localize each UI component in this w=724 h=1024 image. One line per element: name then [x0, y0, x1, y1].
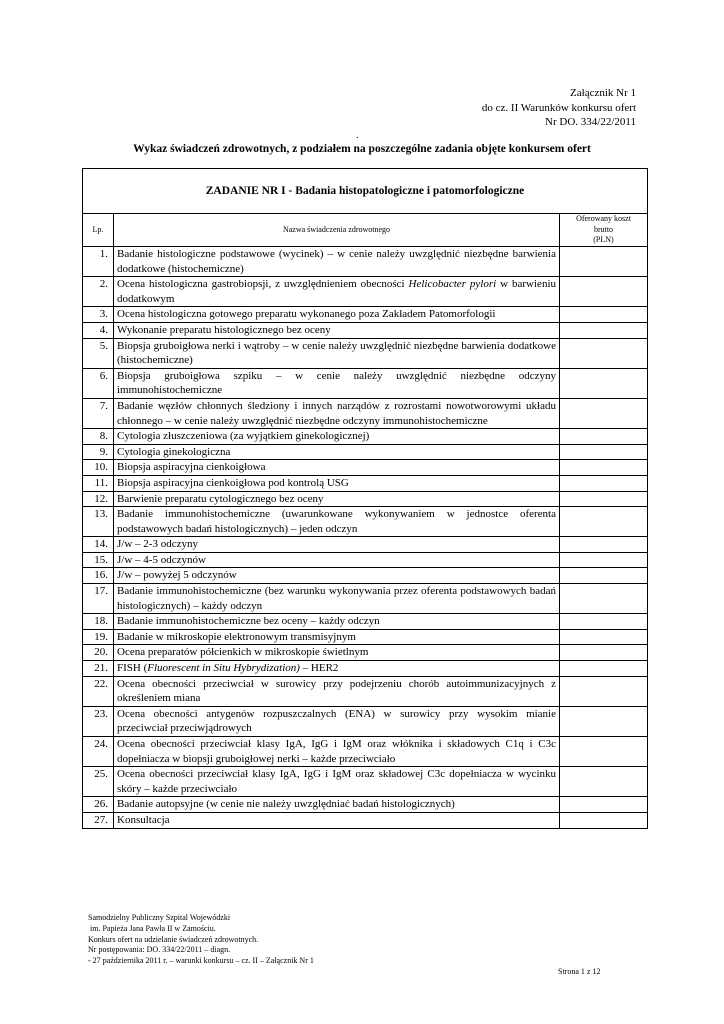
price-cell[interactable] [560, 797, 648, 813]
service-name: Cytologia ginekologiczna [114, 444, 560, 460]
price-cell[interactable] [560, 338, 648, 368]
table-row [83, 398, 648, 428]
row-number: 13. [83, 507, 114, 537]
service-name: Biopsja gruboigłowa nerki i wątroby – w cenie należy uwzględnić niezbędne barwienia dodatkowe (histochemiczne) [114, 338, 560, 368]
price-cell[interactable] [560, 460, 648, 476]
page-number: Strona 1 z 12 [558, 967, 601, 976]
table-row [83, 676, 648, 706]
price-cell[interactable] [560, 444, 648, 460]
table-row [83, 797, 648, 813]
row-number: 16. [83, 568, 114, 584]
row-number: 23. [83, 706, 114, 736]
footer-date: - 27 października 2011 r. – warunki konkursu – cz. II – Załącznik Nr 1 [88, 956, 314, 966]
row-number: 19. [83, 629, 114, 645]
row-number: 24. [83, 737, 114, 767]
row-number: 4. [83, 322, 114, 338]
row-number: 5. [83, 338, 114, 368]
service-name: Ocena obecności przeciwciał w surowicy przy podejrzeniu chorób autoimmunizacyjnych z określeniem miana [114, 676, 560, 706]
attachment-reference: do cz. II Warunków konkursu ofert [481, 101, 636, 114]
row-number: 9. [83, 444, 114, 460]
service-name: Biopsja aspiracyjna cienkoigłowa pod kontrolą USG [114, 475, 560, 491]
row-number: 10. [83, 460, 114, 476]
footer-hospital-name: im. Papieża Jana Pawła II w Zamościu. [88, 923, 216, 933]
price-cell[interactable] [560, 614, 648, 630]
table-row [83, 507, 648, 537]
col-lp-header: Lp. [83, 214, 114, 247]
row-number: 26. [83, 797, 114, 813]
table-row [83, 661, 648, 677]
service-name: Ocena obecności przeciwciał klasy IgA, IgG i IgM oraz włóknika i składowych C1q i C3c dopełniacza w biopsji gruboigłowej nerki – każde przeciwciało [114, 737, 560, 767]
table-row [83, 491, 648, 507]
service-name: Badanie histologiczne podstawowe (wycinek) – w cenie należy uwzględnić niezbędne barwienia dodatkowe (histochemiczne) [114, 247, 560, 277]
row-number: 1. [83, 247, 114, 277]
price-cell[interactable] [560, 645, 648, 661]
row-number: 2. [83, 277, 114, 307]
price-cell[interactable] [560, 812, 648, 828]
row-number: 15. [83, 552, 114, 568]
service-name: Biopsja gruboigłowa szpiku – w cenie należy uwzględnić niezbędne odczyny immunohistochemiczne [114, 368, 560, 398]
row-number: 3. [83, 307, 114, 323]
service-name: J/w – 2-3 odczyny [114, 537, 560, 553]
table-row [83, 767, 648, 797]
document-title: Wykaz świadczeń zdrowotnych, z podziałem na poszczególne zadania objęte konkursem ofert [133, 143, 591, 155]
table-row [83, 812, 648, 828]
price-cell[interactable] [560, 552, 648, 568]
row-number: 12. [83, 491, 114, 507]
col-price-header: Oferowany koszt brutto (PLN) [560, 214, 648, 247]
service-name: Badanie w mikroskopie elektronowym transmisyjnym [114, 629, 560, 645]
row-number: 14. [83, 537, 114, 553]
table-row [83, 307, 648, 323]
table-row [83, 568, 648, 584]
attachment-header [482, 86, 636, 130]
price-cell[interactable] [560, 247, 648, 277]
table-row [83, 444, 648, 460]
service-name: Badanie immunohistochemiczne bez oceny – każdy odczyn [114, 614, 560, 630]
table-row [83, 277, 648, 307]
price-cell[interactable] [560, 475, 648, 491]
header-dot: . [356, 130, 359, 141]
column-header-row [83, 214, 648, 247]
row-number: 27. [83, 812, 114, 828]
price-cell[interactable] [560, 307, 648, 323]
service-name: FISH (Fluorescent in Situ Hybrydization) – HER2 [114, 661, 560, 677]
service-name: J/w – 4-5 odczynów [114, 552, 560, 568]
row-number: 25. [83, 767, 114, 797]
table-row [83, 368, 648, 398]
service-name: Ocena histologiczna gotowego preparatu wykonanego poza Zakładem Patomorfologii [114, 307, 560, 323]
service-name: J/w – powyżej 5 odczynów [114, 568, 560, 584]
table-row [83, 737, 648, 767]
table-row [83, 322, 648, 338]
row-number: 22. [83, 676, 114, 706]
attachment-number: Załącznik Nr 1 [570, 87, 636, 99]
service-name: Ocena preparatów półcienkich w mikroskopie świetlnym [114, 645, 560, 661]
row-number: 7. [83, 398, 114, 428]
service-name: Biopsja aspiracyjna cienkoigłowa [114, 460, 560, 476]
row-number: 11. [83, 475, 114, 491]
price-cell[interactable] [560, 507, 648, 537]
table-row [83, 706, 648, 736]
price-cell[interactable] [560, 368, 648, 398]
service-name: Badanie immunohistochemiczne (bez warunku wykonywania przez oferenta podstawowych badań histologicznych) – każdy odczyn [114, 584, 560, 614]
table-row [83, 338, 648, 368]
price-cell[interactable] [560, 398, 648, 428]
price-cell[interactable] [560, 429, 648, 445]
service-name: Barwienie preparatu cytologicznego bez oceny [114, 491, 560, 507]
price-cell[interactable] [560, 676, 648, 706]
row-number: 21. [83, 661, 114, 677]
footer-proceeding: Nr postępowania: DO. 334/22/2011 – diagn. [88, 945, 231, 955]
case-number: Nr DO. 334/22/2011 [545, 116, 636, 128]
row-number: 20. [83, 645, 114, 661]
table-row [83, 629, 648, 645]
table-row [83, 537, 648, 553]
row-number: 6. [83, 368, 114, 398]
price-cell[interactable] [560, 706, 648, 736]
task-title: ZADANIE NR I - Badania histopatologiczne i patomorfologiczne [83, 169, 648, 214]
table-row [83, 475, 648, 491]
price-cell[interactable] [560, 584, 648, 614]
table-row [83, 614, 648, 630]
footer-contest: Konkurs ofert na udzielanie świadczeń zdrowotnych. [88, 934, 259, 944]
row-number: 8. [83, 429, 114, 445]
col-name-header: Nazwa świadczenia zdrowotnego [114, 214, 560, 247]
price-cell[interactable] [560, 277, 648, 307]
service-name: Wykonanie preparatu histologicznego bez oceny [114, 322, 560, 338]
service-name: Badanie węzłów chłonnych śledziony i innych narządów z rozrostami nowotworowymi układu chłonnego – w cenie należy uwzględnić niezbędne odczyny immunohistochemiczne [114, 398, 560, 428]
table-row [83, 247, 648, 277]
price-cell[interactable] [560, 767, 648, 797]
price-cell[interactable] [560, 322, 648, 338]
row-number: 17. [83, 584, 114, 614]
row-number: 18. [83, 614, 114, 630]
table-row [83, 552, 648, 568]
service-name: Ocena histologiczna gastrobiopsji, z uwzględnieniem obecności Helicobacter pylori w barwieniu dodatkowym [114, 277, 560, 307]
price-cell[interactable] [560, 537, 648, 553]
price-cell[interactable] [560, 491, 648, 507]
table-row [83, 460, 648, 476]
footer-hospital: Samodzielny Publiczny Szpital Wojewódzki [88, 913, 231, 922]
price-cell[interactable] [560, 568, 648, 584]
footer [88, 913, 314, 967]
service-name: Badanie immunohistochemiczne (uwarunkowane wykonywaniem w jednostce oferenta podstawowych badań histologicznych) – jeden odczyn [114, 507, 560, 537]
price-cell[interactable] [560, 661, 648, 677]
price-cell[interactable] [560, 629, 648, 645]
service-name: Cytologia złuszczeniowa (za wyjątkiem ginekologicznej) [114, 429, 560, 445]
service-name: Ocena obecności przeciwciał klasy IgA, IgG i IgM oraz składowej C3c dopełniacza w wycinku skóry – każde przeciwciało [114, 767, 560, 797]
table-row [83, 429, 648, 445]
services-table [82, 168, 648, 829]
price-cell[interactable] [560, 737, 648, 767]
service-name: Ocena obecności antygenów rozpuszczalnych (ENA) w surowicy przy wysokim mianie przeciwciał przeciwjądrowych [114, 706, 560, 736]
table-row [83, 584, 648, 614]
service-name: Badanie autopsyjne (w cenie nie należy uwzględniać badań histologicznych) [114, 797, 560, 813]
service-name: Konsultacja [114, 812, 560, 828]
table-row [83, 645, 648, 661]
